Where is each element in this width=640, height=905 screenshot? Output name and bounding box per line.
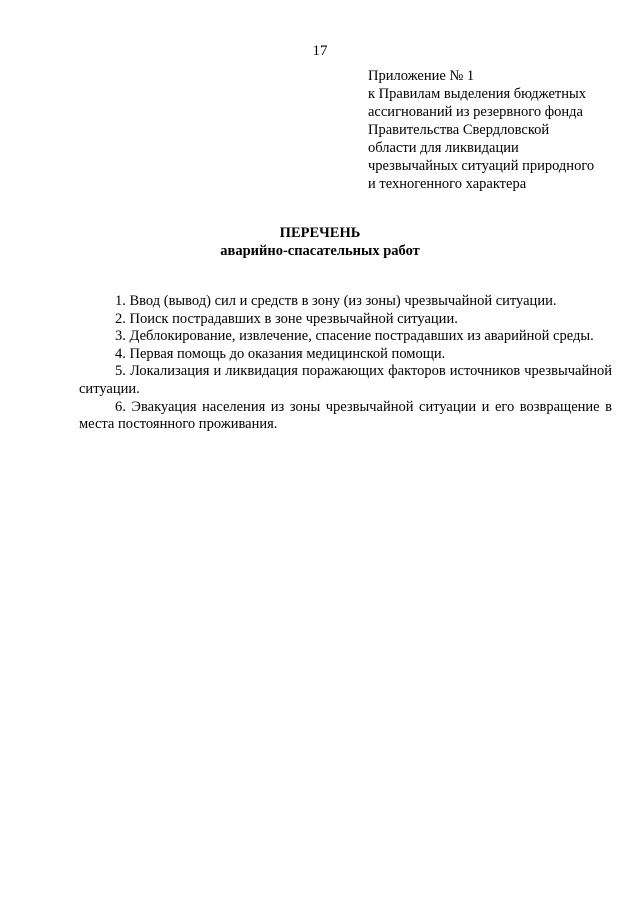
list-item: 1. Ввод (вывод) сил и средств в зону (из зоны) чрезвычайной ситуации.	[115, 293, 557, 309]
page-number: 17	[312, 43, 328, 59]
appendix-line: чрезвычайных ситуаций природного	[368, 158, 595, 174]
appendix-line: к Правилам выделения бюджетных	[368, 86, 586, 102]
title-heading: ПЕРЕЧЕНЬ	[279, 225, 361, 241]
appendix-line: Правительства Свердловской	[368, 122, 550, 138]
appendix-line: и техногенного характера	[368, 176, 527, 192]
appendix-line: области для ликвидации	[368, 140, 519, 156]
list-item: 2. Поиск пострадавших в зоне чрезвычайной ситуации.	[115, 310, 458, 327]
list-item: 6. Эвакуация населения из зоны чрезвычайной ситуации и его возвращение в места постоянного проживания.	[79, 398, 612, 433]
appendix-line: Приложение № 1	[368, 68, 475, 84]
appendix-line: ассигнований из резервного фонда	[368, 104, 583, 120]
list-item: 3. Деблокирование, извлечение, спасение пострадавших из аварийной среды.	[115, 328, 594, 345]
works-list	[79, 293, 612, 434]
list-item: 5. Локализация и ликвидация поражающих факторов источников чрезвычайной ситуации.	[79, 363, 612, 397]
document-title	[0, 224, 640, 260]
list-item: 4. Первая помощь до оказания медицинской помощи.	[115, 345, 446, 362]
title-subheading: аварийно-спасательных работ	[220, 243, 420, 259]
appendix-reference	[368, 67, 628, 193]
